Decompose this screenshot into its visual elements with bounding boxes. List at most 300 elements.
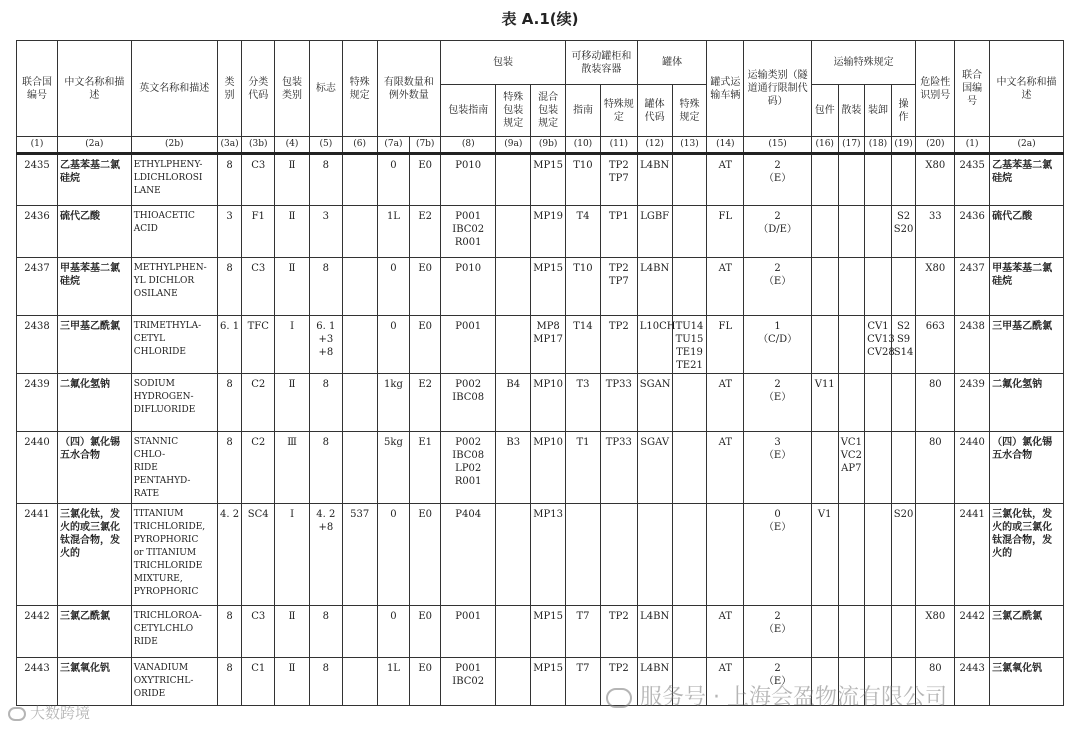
- table-row: [17, 206, 1064, 258]
- table-cell: T4: [566, 206, 601, 258]
- column-number: (19): [891, 137, 916, 154]
- table-cell: E0: [410, 504, 441, 606]
- watermark-main-text: 服务号 · 上海会盈物流有限公司: [640, 685, 947, 710]
- table-cell: 8: [309, 658, 342, 706]
- table-cell: 2 （D/E）: [744, 206, 812, 258]
- table-cell: [342, 206, 377, 258]
- table-cell: [838, 316, 865, 374]
- table-cell: [342, 606, 377, 658]
- table-cell: SGAV: [637, 432, 672, 504]
- table-cell: V1: [811, 504, 838, 606]
- column-number: (13): [672, 137, 707, 154]
- table-cell: [838, 606, 865, 658]
- table-cell: 三氯氧化钒: [990, 658, 1064, 706]
- table-cell: Ⅱ: [275, 606, 310, 658]
- table-cell: STANNIC CHLO- RIDE PENTAHYD- RATE: [131, 432, 217, 504]
- table-cell: 6. 1 +3 +8: [309, 316, 342, 374]
- table-cell: 8: [217, 606, 242, 658]
- table-cell: C2: [242, 432, 275, 504]
- column-number: (4): [275, 137, 310, 154]
- table-cell: [838, 504, 865, 606]
- table-cell: 2442: [955, 606, 990, 658]
- table-cell: C3: [242, 258, 275, 316]
- table-cell: Ⅲ: [275, 432, 310, 504]
- column-number: (2b): [131, 137, 217, 154]
- table-cell: 2436: [17, 206, 58, 258]
- header-bulk: 散装: [838, 85, 865, 137]
- table-cell: 5kg: [377, 432, 410, 504]
- table-cell: S2 S9 S14: [891, 316, 916, 374]
- table-cell: 三甲基乙酰氯: [990, 316, 1064, 374]
- table-cell: 2443: [17, 658, 58, 706]
- column-number: (2a): [57, 137, 131, 154]
- table-cell: B3: [496, 432, 531, 504]
- column-number: (3a): [217, 137, 242, 154]
- table-cell: AT: [707, 658, 744, 706]
- table-cell: E0: [410, 658, 441, 706]
- table-cell: CV1 CV13 CV28: [865, 316, 892, 374]
- table-cell: FL: [707, 316, 744, 374]
- table-cell: T3: [566, 374, 601, 432]
- column-number: (8): [441, 137, 496, 154]
- table-cell: Ⅰ: [275, 504, 310, 606]
- table-cell: 0: [377, 316, 410, 374]
- table-cell: [865, 258, 892, 316]
- table-cell: [600, 504, 637, 606]
- table-cell: MP13: [531, 504, 566, 606]
- table-cell: 33: [916, 206, 955, 258]
- column-number: (5): [309, 137, 342, 154]
- table-cell: 2438: [955, 316, 990, 374]
- table-cell: 0: [377, 258, 410, 316]
- table-cell: 8: [217, 658, 242, 706]
- table-cell: 三甲基乙酰氯: [57, 316, 131, 374]
- table-cell: 2437: [955, 258, 990, 316]
- table-cell: 二氟化氢钠: [990, 374, 1064, 432]
- table-cell: 2438: [17, 316, 58, 374]
- table-cell: C2: [242, 374, 275, 432]
- table-cell: [672, 432, 707, 504]
- table-cell: P010: [441, 154, 496, 206]
- table-cell: 0 （E）: [744, 504, 812, 606]
- header-packaging: 包装: [441, 41, 566, 85]
- table-cell: 2 （E）: [744, 154, 812, 206]
- table-cell: E0: [410, 154, 441, 206]
- table-cell: Ⅱ: [275, 154, 310, 206]
- table-cell: 三氯化钛，发火的或三氯化钛混合物，发火的: [57, 504, 131, 606]
- column-number: (11): [600, 137, 637, 154]
- table-cell: P002 IBC08: [441, 374, 496, 432]
- table-cell: [838, 374, 865, 432]
- table-cell: 甲基苯基二氯硅烷: [990, 258, 1064, 316]
- table-cell: AT: [707, 154, 744, 206]
- table-cell: TITANIUM TRICHLORIDE, PYROPHORIC or TITANIUM TRICHLORIDE MIXTURE, PYROPHORIC: [131, 504, 217, 606]
- table-cell: TP1: [600, 206, 637, 258]
- header-transport-special: 运输特殊规定: [811, 41, 915, 85]
- table-cell: 1kg: [377, 374, 410, 432]
- column-number: (1): [17, 137, 58, 154]
- table-cell: LGBF: [637, 206, 672, 258]
- table-row: [17, 606, 1064, 658]
- table-cell: VANADIUM OXYTRICHL- ORIDE: [131, 658, 217, 706]
- column-number: (6): [342, 137, 377, 154]
- table-cell: P001 IBC02: [441, 658, 496, 706]
- table-cell: 1L: [377, 658, 410, 706]
- table-cell: 8: [217, 374, 242, 432]
- header-hazard: 危险性识别号: [916, 41, 955, 137]
- table-row: [17, 154, 1064, 206]
- table-cell: 0: [377, 606, 410, 658]
- table-cell: 2439: [955, 374, 990, 432]
- column-number: (9a): [496, 137, 531, 154]
- table-cell: 4. 2: [217, 504, 242, 606]
- header-packing-group: 包装类别: [275, 41, 310, 137]
- column-number: (3b): [242, 137, 275, 154]
- column-number: (15): [744, 137, 812, 154]
- table-cell: 6. 1: [217, 316, 242, 374]
- table-cell: Ⅱ: [275, 374, 310, 432]
- wechat-icon: [8, 707, 26, 721]
- header-tank-special: 特殊规定: [672, 85, 707, 137]
- table-cell: X80: [916, 606, 955, 658]
- table-cell: [496, 154, 531, 206]
- header-class-code: 分类代码: [242, 41, 275, 137]
- table-cell: 二氟化氢钠: [57, 374, 131, 432]
- table-cell: TP33: [600, 374, 637, 432]
- table-cell: TP33: [600, 432, 637, 504]
- header-pkg: 包件: [811, 85, 838, 137]
- table-cell: 乙基苯基二氯硅烷: [990, 154, 1064, 206]
- table-cell: [838, 258, 865, 316]
- table-row: [17, 374, 1064, 432]
- column-number: (17): [838, 137, 865, 154]
- table-cell: 2 （E）: [744, 658, 812, 706]
- table-cell: P001: [441, 316, 496, 374]
- table-cell: VC1 VC2 AP7: [838, 432, 865, 504]
- table-cell: [811, 206, 838, 258]
- table-cell: [342, 316, 377, 374]
- table-cell: SODIUM HYDROGEN- DIFLUORIDE: [131, 374, 217, 432]
- table-cell: S20: [891, 504, 916, 606]
- table-cell: 80: [916, 658, 955, 706]
- header-mixed: 混合包装规定: [531, 85, 566, 137]
- table-cell: MP15: [531, 606, 566, 658]
- table-cell: 2440: [955, 432, 990, 504]
- table-cell: [811, 606, 838, 658]
- table-cell: C1: [242, 658, 275, 706]
- table-cell: THIOACETIC ACID: [131, 206, 217, 258]
- table-cell: TP2: [600, 658, 637, 706]
- table-cell: [865, 206, 892, 258]
- header-class: 类别: [217, 41, 242, 137]
- column-number: (14): [707, 137, 744, 154]
- table-cell: 80: [916, 432, 955, 504]
- header-vehicle: 罐式运输车辆: [707, 41, 744, 137]
- table-cell: T14: [566, 316, 601, 374]
- header-op: 操作: [891, 85, 916, 137]
- table-cell: [672, 258, 707, 316]
- table-cell: TFC: [242, 316, 275, 374]
- table-cell: B4: [496, 374, 531, 432]
- column-number-row: [17, 137, 1064, 154]
- table-cell: 3: [309, 206, 342, 258]
- header-transport-cat: 运输类别（隧道通行限制代码）: [744, 41, 812, 137]
- table-cell: [707, 504, 744, 606]
- table-cell: 8: [309, 154, 342, 206]
- table-cell: （四）氯化锡五水合物: [990, 432, 1064, 504]
- table-cell: [672, 504, 707, 606]
- table-cell: [891, 154, 916, 206]
- table-cell: 2 （E）: [744, 258, 812, 316]
- table-cell: 硫代乙酸: [57, 206, 131, 258]
- table-cell: TRICHLOROA- CETYLCHLO RIDE: [131, 606, 217, 658]
- header-label: 标志: [309, 41, 342, 137]
- table-cell: 8: [309, 606, 342, 658]
- header-pack-inst: 包装指南: [441, 85, 496, 137]
- table-cell: 3: [217, 206, 242, 258]
- table-cell: SC4: [242, 504, 275, 606]
- table-cell: [496, 316, 531, 374]
- table-row: [17, 258, 1064, 316]
- table-cell: [672, 374, 707, 432]
- column-number: (9b): [531, 137, 566, 154]
- table-cell: 2 （E）: [744, 606, 812, 658]
- table-cell: [496, 504, 531, 606]
- table-cell: [637, 504, 672, 606]
- column-number: (7b): [410, 137, 441, 154]
- table-cell: E0: [410, 258, 441, 316]
- table-cell: 1L: [377, 206, 410, 258]
- table-cell: [891, 374, 916, 432]
- table-cell: P001: [441, 606, 496, 658]
- header-special: 特殊规定: [342, 41, 377, 137]
- table-cell: [672, 154, 707, 206]
- table-cell: E0: [410, 606, 441, 658]
- header-un-no-2: 联合国编号: [955, 41, 990, 137]
- table-cell: E0: [410, 316, 441, 374]
- table-cell: MP15: [531, 658, 566, 706]
- table-cell: Ⅱ: [275, 258, 310, 316]
- table-cell: E2: [410, 374, 441, 432]
- table-cell: 1 （C/D）: [744, 316, 812, 374]
- table-cell: 2440: [17, 432, 58, 504]
- table-cell: [865, 432, 892, 504]
- table-cell: 8: [309, 374, 342, 432]
- table-cell: 2436: [955, 206, 990, 258]
- table-cell: [838, 206, 865, 258]
- table-cell: L4BN: [637, 154, 672, 206]
- table-cell: 三氯化钛，发火的或三氯化钛混合物，发火的: [990, 504, 1064, 606]
- table-cell: 8: [217, 432, 242, 504]
- table-cell: [811, 154, 838, 206]
- watermark-corner-text: 大数跨境: [30, 704, 91, 722]
- table-cell: 4. 2 +8: [309, 504, 342, 606]
- table-cell: 8: [217, 154, 242, 206]
- table-cell: 三氯乙酰氯: [990, 606, 1064, 658]
- header-cn-name-2: 中文名称和描述: [990, 41, 1064, 137]
- table-cell: 硫代乙酸: [990, 206, 1064, 258]
- watermark-main: [606, 680, 947, 711]
- wechat-icon: [606, 688, 632, 708]
- table-cell: MP10: [531, 374, 566, 432]
- table-cell: TP2: [600, 316, 637, 374]
- table-cell: V11: [811, 374, 838, 432]
- table-cell: L10CH: [637, 316, 672, 374]
- table-cell: C3: [242, 606, 275, 658]
- header-portable-spec: 特殊规定: [600, 85, 637, 137]
- table-cell: AT: [707, 606, 744, 658]
- table-cell: C3: [242, 154, 275, 206]
- table-cell: T7: [566, 606, 601, 658]
- table-cell: 2437: [17, 258, 58, 316]
- table-cell: 3 （E）: [744, 432, 812, 504]
- column-number: (10): [566, 137, 601, 154]
- table-cell: [566, 504, 601, 606]
- table-cell: [891, 432, 916, 504]
- table-cell: X80: [916, 154, 955, 206]
- table-cell: TP2 TP7: [600, 154, 637, 206]
- table-cell: 8: [309, 432, 342, 504]
- table-cell: [891, 258, 916, 316]
- table-cell: [496, 206, 531, 258]
- table-cell: E2: [410, 206, 441, 258]
- table-cell: 2441: [17, 504, 58, 606]
- column-number: (1): [955, 137, 990, 154]
- table-cell: METHYLPHEN- YL DICHLOR OSILANE: [131, 258, 217, 316]
- table-cell: [838, 154, 865, 206]
- table-cell: TRIMETHYLA- CETYL CHLORIDE: [131, 316, 217, 374]
- watermark-corner: [8, 702, 90, 723]
- table-cell: MP10: [531, 432, 566, 504]
- column-number: (12): [637, 137, 672, 154]
- table-cell: 2435: [955, 154, 990, 206]
- table-cell: [865, 154, 892, 206]
- table-row: [17, 432, 1064, 504]
- table-cell: Ⅰ: [275, 316, 310, 374]
- table-cell: [496, 658, 531, 706]
- table-cell: SGAN: [637, 374, 672, 432]
- table-cell: AT: [707, 258, 744, 316]
- table-cell: L4BN: [637, 606, 672, 658]
- table-cell: P010: [441, 258, 496, 316]
- table-cell: MP15: [531, 154, 566, 206]
- table-cell: [342, 154, 377, 206]
- header-un-no: 联合国编号: [17, 41, 58, 137]
- table-cell: P404: [441, 504, 496, 606]
- table-cell: 乙基苯基二氯硅烷: [57, 154, 131, 206]
- column-number: (18): [865, 137, 892, 154]
- header-tank: 罐体: [637, 41, 707, 85]
- table-cell: [811, 258, 838, 316]
- table-cell: 2439: [17, 374, 58, 432]
- table-cell: 80: [916, 374, 955, 432]
- table-cell: 三氯乙酰氯: [57, 606, 131, 658]
- table-cell: [342, 258, 377, 316]
- column-number: (20): [916, 137, 955, 154]
- header-guide: 指南: [566, 85, 601, 137]
- table-cell: 663: [916, 316, 955, 374]
- table-cell: [672, 206, 707, 258]
- table-cell: Ⅱ: [275, 206, 310, 258]
- table-cell: AT: [707, 432, 744, 504]
- table-cell: 2442: [17, 606, 58, 658]
- table-row: [17, 316, 1064, 374]
- table-cell: TP2: [600, 606, 637, 658]
- table-cell: T1: [566, 432, 601, 504]
- column-number: (2a): [990, 137, 1064, 154]
- table-cell: L4BN: [637, 258, 672, 316]
- table-cell: 8: [309, 258, 342, 316]
- table-cell: S2 S20: [891, 206, 916, 258]
- table-cell: MP19: [531, 206, 566, 258]
- table-cell: 2 （E）: [744, 374, 812, 432]
- header-limited: 有限数量和例外数量: [377, 41, 441, 137]
- table-cell: [916, 504, 955, 606]
- column-number: (16): [811, 137, 838, 154]
- table-cell: AT: [707, 374, 744, 432]
- table-cell: [496, 606, 531, 658]
- table-cell: [342, 432, 377, 504]
- table-cell: [865, 606, 892, 658]
- header-portable: 可移动罐柜和散装容器: [566, 41, 638, 85]
- table-cell: 2435: [17, 154, 58, 206]
- table-cell: P001 IBC02 R001: [441, 206, 496, 258]
- table-cell: 8: [217, 258, 242, 316]
- table-cell: [811, 316, 838, 374]
- table-cell: [865, 374, 892, 432]
- dangerous-goods-table: [16, 40, 1064, 706]
- table-cell: [342, 658, 377, 706]
- table-cell: 0: [377, 154, 410, 206]
- table-cell: ETHYLPHENY- LDICHLOROSI LANE: [131, 154, 217, 206]
- table-cell: F1: [242, 206, 275, 258]
- table-cell: P002 IBC08 LP02 R001: [441, 432, 496, 504]
- table-cell: L4BN: [637, 658, 672, 706]
- table-cell: TP2 TP7: [600, 258, 637, 316]
- page-title: 表 A.1(续): [501, 10, 579, 28]
- table-cell: 0: [377, 504, 410, 606]
- table-cell: MP8 MP17: [531, 316, 566, 374]
- table-cell: T7: [566, 658, 601, 706]
- table-cell: T10: [566, 154, 601, 206]
- table-cell: （四）氯化锡五水合物: [57, 432, 131, 504]
- table-cell: [891, 606, 916, 658]
- header-cn-name: 中文名称和描述: [57, 41, 131, 137]
- table-cell: TU14 TU15 TE19 TE21: [672, 316, 707, 374]
- table-cell: 甲基苯基二氯硅烷: [57, 258, 131, 316]
- table-cell: Ⅱ: [275, 658, 310, 706]
- header-pack-special: 特殊包装规定: [496, 85, 531, 137]
- table-cell: [342, 374, 377, 432]
- header-tank-code: 罐体代码: [637, 85, 672, 137]
- table-cell: T10: [566, 258, 601, 316]
- table-cell: X80: [916, 258, 955, 316]
- table-cell: FL: [707, 206, 744, 258]
- table-cell: MP15: [531, 258, 566, 316]
- table-cell: 2441: [955, 504, 990, 606]
- header-en-name: 英文名称和描述: [131, 41, 217, 137]
- table-cell: E1: [410, 432, 441, 504]
- table-cell: [496, 258, 531, 316]
- column-number: (7a): [377, 137, 410, 154]
- header-load: 装卸: [865, 85, 892, 137]
- table-cell: [672, 606, 707, 658]
- table-cell: [811, 432, 838, 504]
- table-cell: 三氯氧化钒: [57, 658, 131, 706]
- table-cell: 2443: [955, 658, 990, 706]
- table-row: [17, 504, 1064, 606]
- table-cell: [865, 504, 892, 606]
